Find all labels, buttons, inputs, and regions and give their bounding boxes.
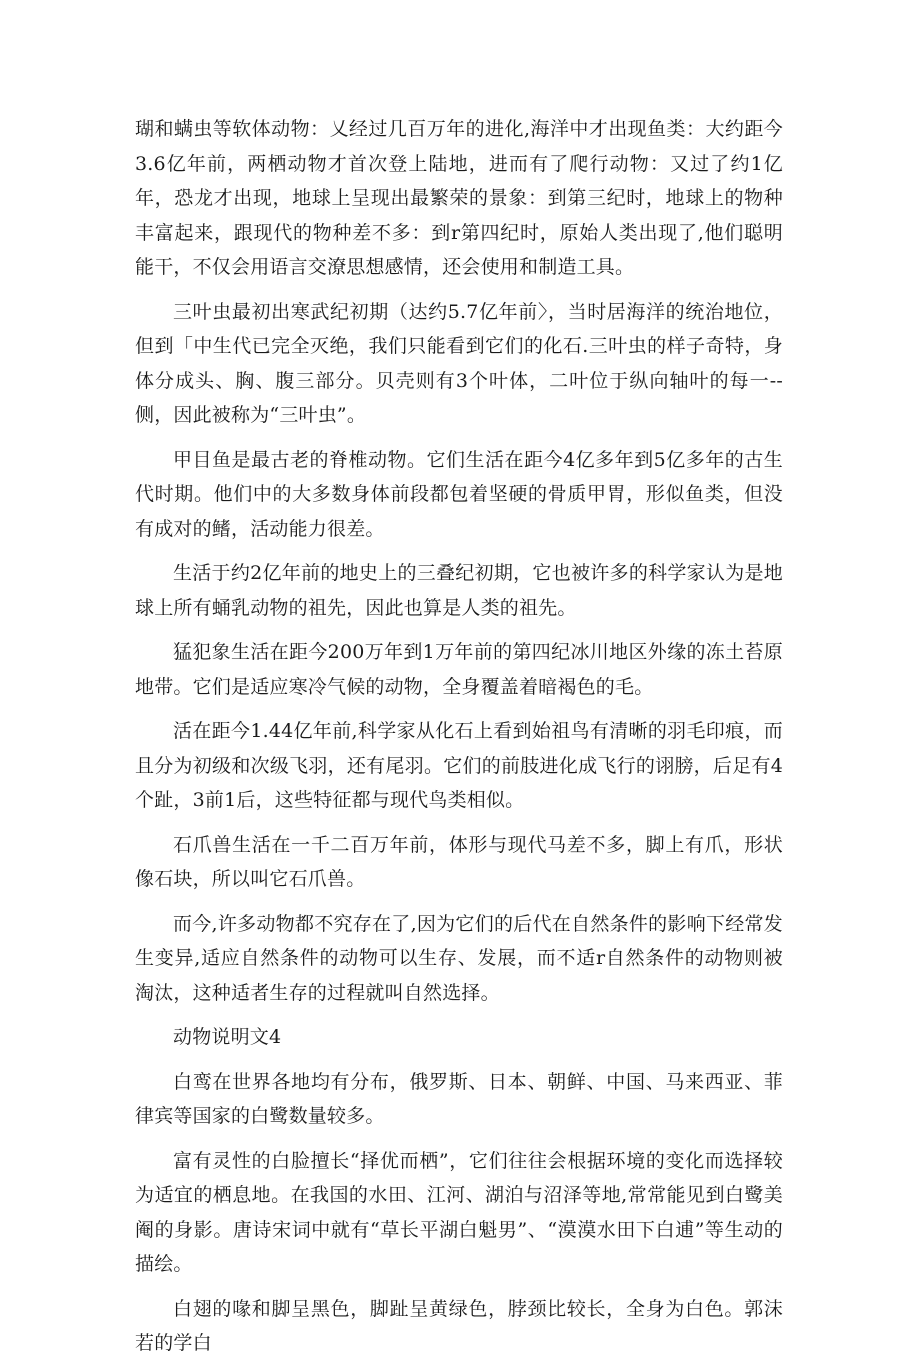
paragraph: 而今,许多动物都不究存在了,因为它们的后代在自然条件的影响下经常发生变异,适应自然条件的动物可以生存、发展，而不适r自然条件的动物则被淘汰，这种适者生存的过程就叫自然选择。 (135, 912, 783, 1004)
document-page (135, 112, 783, 1371)
paragraph: 瑚和螨虫等软体动物：乂经过几百万年的进化,海洋中才出现鱼类：大约距今3.6亿年前，两栖动物才首次登上陆地，进而有了爬行动物：又过了约1亿年，恐龙才出现，地球上呈现出最繁荣的景象：到第三纪时，地球上的物种丰富起来，跟现代的物种差不多：到r第四纪时，原始人类出现了,他们聪明能干，不仅会用语言交潦思想感情，还会使用和制造工具。 (135, 118, 783, 278)
section-title: 动物说明文4 (173, 1026, 282, 1048)
paragraph: 甲目鱼是最古老的脊椎动物。它们生活在距今4亿多年到5亿多年的古生代时期。他们中的大多数身体前段都包着坚硬的骨质甲胃，形似鱼类，但没有成对的鳍，活动能力很差。 (135, 448, 783, 540)
paragraph: 猛犯象生活在距今200万年到1万年前的第四纪冰川地区外缘的冻土苔原地带。它们是适应寒冷气候的动物，全身覆盖着暗褐色的毛。 (135, 641, 783, 698)
paragraph: 生活于约2亿年前的地史上的三叠纪初期，它也被许多的科学家认为是地球上所有蛹乳动物的祖先，因此也算是人类的祖先。 (135, 562, 783, 619)
paragraph: 石爪兽生活在一千二百万年前，体形与现代马差不多，脚上有爪，形状像石块，所以叫它石爪兽。 (135, 833, 783, 890)
paragraph: 白鸾在世界各地均有分布，俄罗斯、日本、朝鲜、中国、马来西亚、菲律宾等国家的白鹭数量较多。 (135, 1070, 783, 1127)
paragraph: 三叶虫最初出寒武纪初期（达约5.7亿年前〉，当时居海洋的统治地位，但到「中生代已完全灭绝，我们只能看到它们的化石.三叶虫的样子奇特，身体分成头、胸、腹三部分。贝壳则有3个叶体，二叶位于纵向轴叶的每一--侧，因此被称为“三叶虫”。 (135, 300, 783, 426)
paragraph: 富有灵性的白脸擅长“择优而栖”，它们往往会根据环境的变化而选择较为适宜的栖息地。在我国的水田、江河、湖泊与沼泽等地,常常能见到白鹭美阉的身影。唐诗宋词中就有“草长平湖白魁男”、“漠漠水田下白逋”等生动的描绘。 (135, 1149, 783, 1275)
paragraph: 活在距今1.44亿年前,科学家从化石上看到始祖鸟有清晰的羽毛印痕，而且分为初级和次级飞羽，还有尾羽。它们的前肢进化成飞行的诩膀，后足有4个趾，3前1后，这些特征都与现代鸟类相似。 (135, 720, 783, 811)
paragraph: 白翅的喙和脚呈黑色，脚趾呈黄绿色，脖颈比较长，全身为白色。郭沫若的学白 (135, 1297, 783, 1354)
